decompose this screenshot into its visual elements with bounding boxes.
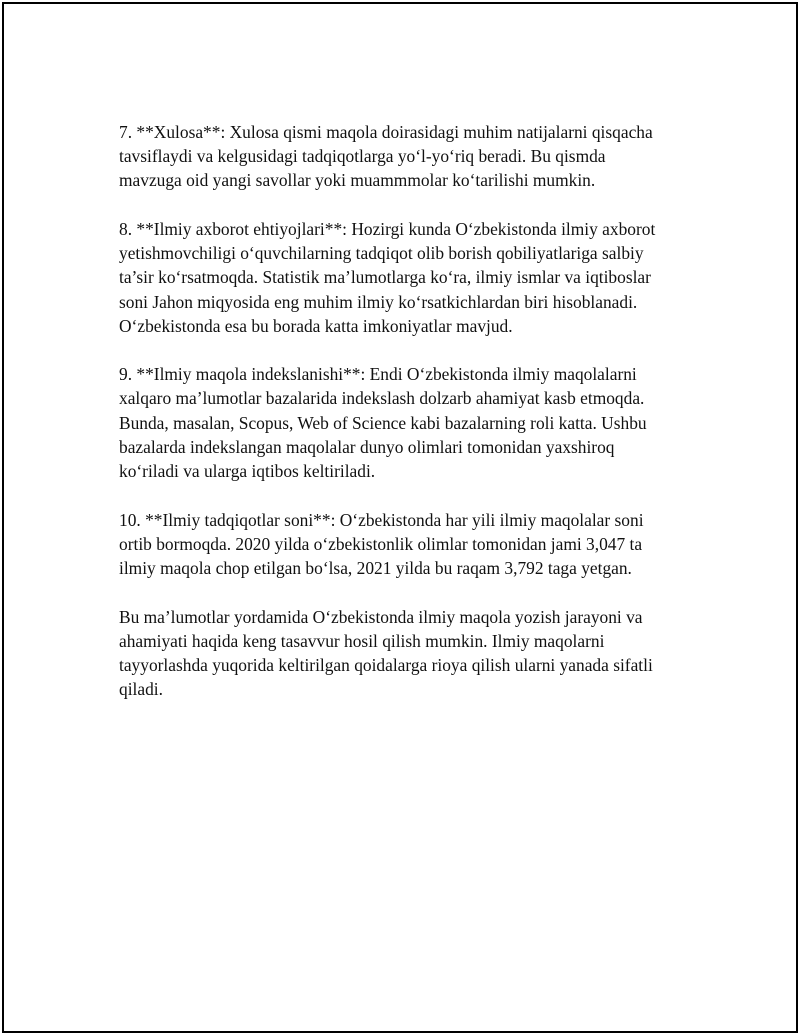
document-body xyxy=(119,120,699,726)
text-line: bazalarda indekslangan maqolalar dunyo olimlari tomonidan yaxshiroq xyxy=(119,436,615,457)
text-line: 10. **Ilmiy tadqiqotlar soni**: O‘zbekistonda har yili ilmiy maqolalar soni xyxy=(119,509,644,530)
text-line: ilmiy maqola chop etilgan bo‘lsa, 2021 yilda bu raqam 3,792 taga yetgan. xyxy=(119,557,632,578)
paragraph-conclusion xyxy=(119,605,699,702)
document-page xyxy=(2,2,798,1033)
text-line: yetishmovchiligi o‘quvchilarning tadqiqot olib borish qobiliyatlariga salbiy xyxy=(119,243,644,264)
text-line: ta’sir ko‘rsatmoqda. Statistik ma’lumotlarga ko‘ra, ilmiy ismlar va iqtiboslar xyxy=(119,267,651,288)
text-line: 8. **Ilmiy axborot ehtiyojlari**: Hozirgi kunda O‘zbekistonda ilmiy axborot xyxy=(119,218,656,239)
text-line: 9. **Ilmiy maqola indekslanishi**: Endi O‘zbekistonda ilmiy maqolalarni xyxy=(119,364,637,385)
text-line: xalqaro ma’lumotlar bazalarida indekslash dolzarb ahamiyat kasb etmoqda. xyxy=(119,388,645,409)
paragraph-tadqiqotlar-soni xyxy=(119,508,699,581)
paragraph-ilmiy-axborot xyxy=(119,217,699,338)
text-line: ortib bormoqda. 2020 yilda o‘zbekistonlik olimlar tomonidan jami 3,047 ta xyxy=(119,533,643,554)
text-line: O‘zbekistonda esa bu borada katta imkoniyatlar mavjud. xyxy=(119,315,513,336)
text-line: soni Jahon miqyosida eng muhim ilmiy ko‘rsatkichlardan biri hisoblanadi. xyxy=(119,291,638,312)
text-line: 7. **Xulosa**: Xulosa qismi maqola doirasidagi muhim natijalarni qisqacha xyxy=(119,122,653,142)
text-line: tavsiflaydi va kelgusidagi tadqiqotlarga yo‘l-yo‘riq beradi. Bu qismda xyxy=(119,146,606,167)
paragraph-xulosa xyxy=(119,120,699,193)
text-line: mavzuga oid yangi savollar yoki muammmolar ko‘tarilishi mumkin. xyxy=(119,170,596,191)
paragraph-indekslanish xyxy=(119,362,699,483)
text-line: Bu ma’lumotlar yordamida O‘zbekistonda ilmiy maqola yozish jarayoni va xyxy=(119,606,643,627)
text-line: Bunda, masalan, Scopus, Web of Science kabi bazalarning roli katta. Ushbu xyxy=(119,412,647,433)
text-line: ahamiyati haqida keng tasavvur hosil qilish mumkin. Ilmiy maqolarni xyxy=(119,630,605,651)
text-line: qiladi. xyxy=(119,679,163,700)
text-line: ko‘riladi va ularga iqtibos keltiriladi. xyxy=(119,461,376,482)
text-line: tayyorlashda yuqorida keltirilgan qoidalarga rioya qilish ularni yanada sifatli xyxy=(119,654,653,675)
